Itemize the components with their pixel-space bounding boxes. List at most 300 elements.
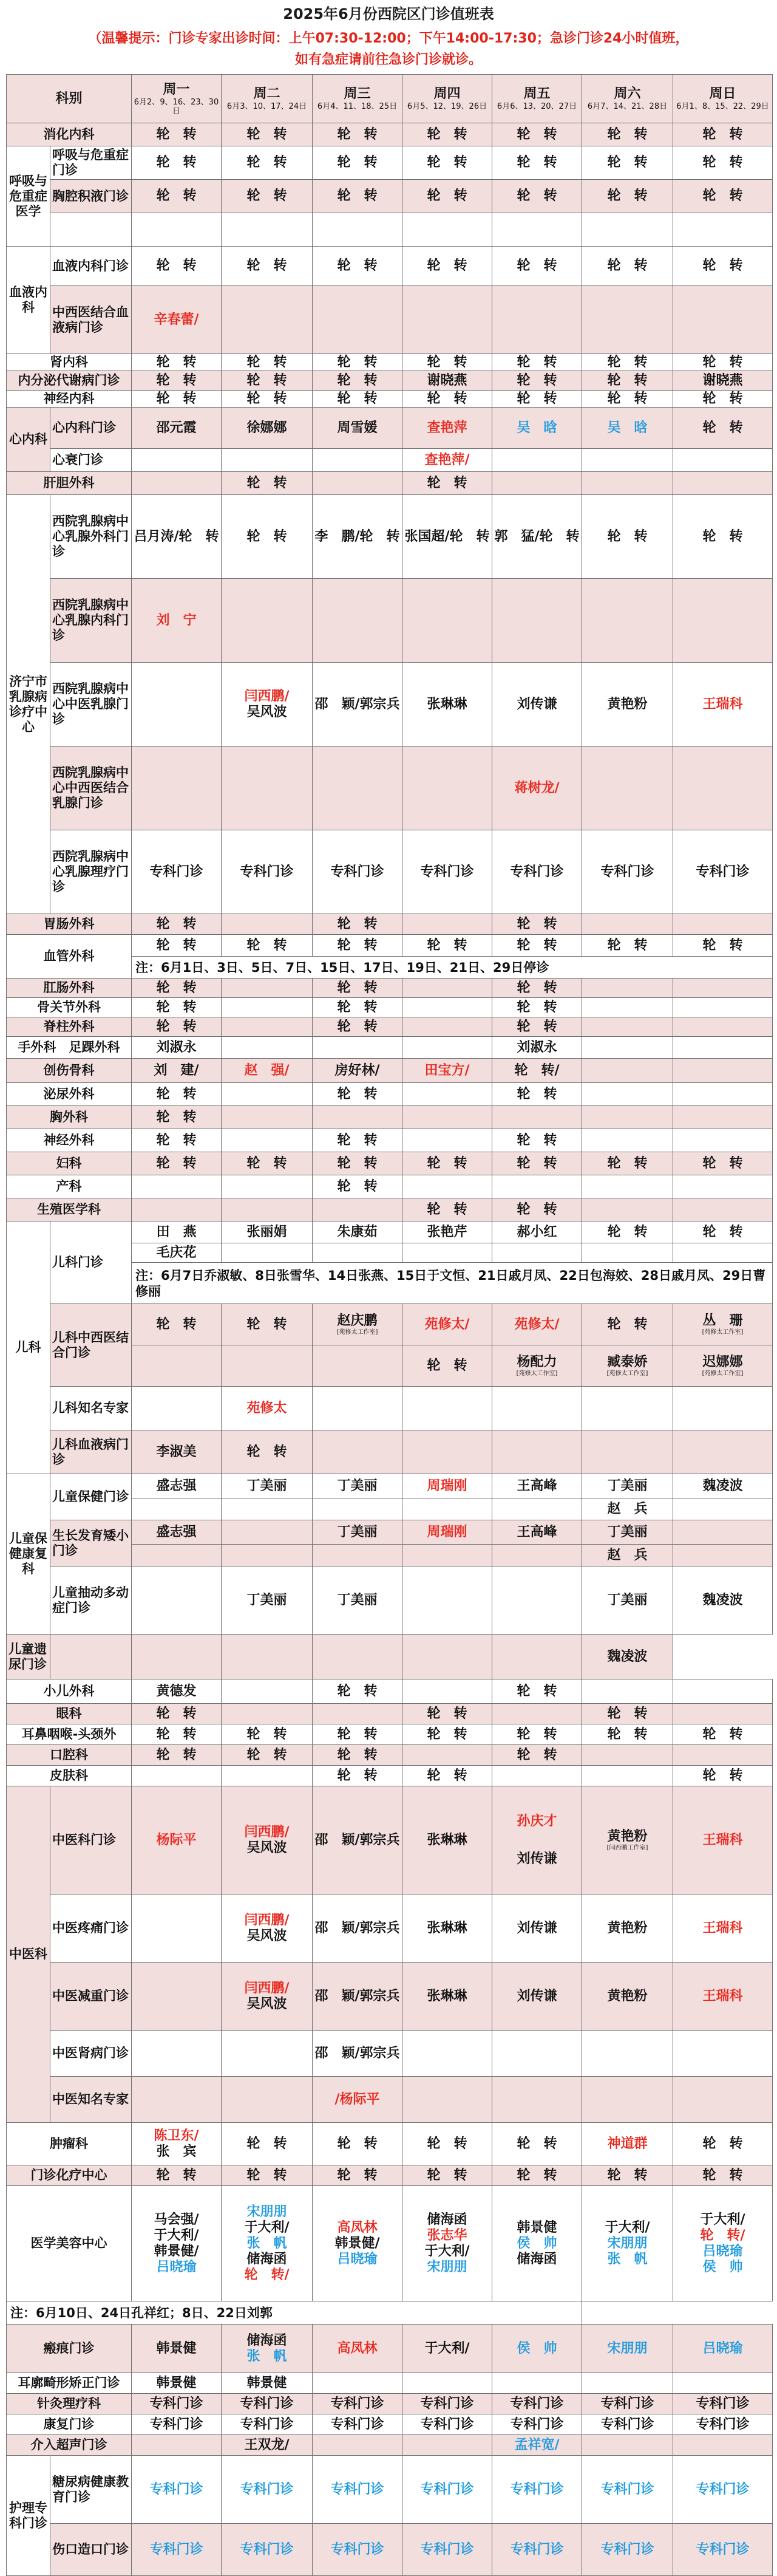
duty-name: 储海函 xyxy=(246,2251,287,2267)
day-header xyxy=(492,75,582,123)
duty-cell xyxy=(402,1037,492,1059)
duty-cell: 轮 转 xyxy=(673,495,773,579)
workshop-tag: [苑修太工作室] xyxy=(606,1370,648,1377)
department-cell: 手外科 足踝外科 xyxy=(7,1037,132,1059)
duty-cell: 轮 转 xyxy=(402,146,492,180)
roster-row xyxy=(7,1635,773,1679)
duty-cell xyxy=(673,746,773,830)
duty-cell: 轮 转 xyxy=(222,472,313,495)
duty-cell: 专科门诊 xyxy=(673,2414,773,2435)
duty-cell: 轮 转 xyxy=(492,354,582,371)
duty-cell xyxy=(673,1304,773,1345)
duty-cell xyxy=(492,2077,582,2123)
weekday-label: 周六 xyxy=(614,86,641,101)
roster-row xyxy=(7,213,773,247)
duty-cell xyxy=(492,2373,582,2394)
duty-cell xyxy=(673,472,773,495)
duty-cell: 轮 转 xyxy=(313,1083,402,1106)
duty-cell xyxy=(402,1083,492,1106)
duty-name: 侯 帅 xyxy=(702,2259,743,2275)
roster-row xyxy=(7,146,773,180)
roster-row xyxy=(7,2435,773,2456)
duty-name: 于大利/ xyxy=(154,2227,199,2243)
duty-name: 吕晓瑜 xyxy=(337,2251,378,2267)
duty-name: 刘传谦 xyxy=(517,1851,557,1867)
duty-cell xyxy=(582,1243,673,1263)
date-list: 6月6、13、20、27日 xyxy=(497,102,577,111)
duty-cell xyxy=(582,408,673,449)
note-cell: 注：6月1日、3日、5日、7日、15日、17日、19日、21日、29日停诊 xyxy=(132,957,773,979)
duty-cell: 轮 转 xyxy=(222,1430,313,1474)
roster-row xyxy=(7,1198,773,1221)
duty-cell: 专科门诊 xyxy=(673,2394,773,2414)
duty-cell xyxy=(492,213,582,247)
duty-cell: 轮 转 xyxy=(402,935,492,957)
department-cell: 脊柱外科 xyxy=(7,1017,132,1037)
duty-cell: 专科门诊 xyxy=(492,2414,582,2435)
duty-cell: 轮 转 xyxy=(582,1704,673,1724)
duty-cell: 轮 转 xyxy=(132,914,222,935)
duty-cell: 刘传谦 xyxy=(492,1963,582,2031)
duty-cell: 轮 转 xyxy=(582,2165,673,2186)
duty-cell xyxy=(582,1786,673,1894)
duty-cell xyxy=(132,213,222,247)
duty-name: 宋朋朋 xyxy=(246,2204,287,2219)
duty-name: 侯 帅 xyxy=(517,2340,557,2356)
duty-name: 苑修太/ xyxy=(424,1316,470,1332)
duty-cell xyxy=(582,1679,673,1704)
duty-cell: 丁美丽 xyxy=(222,1566,313,1635)
duty-cell xyxy=(222,998,313,1017)
day-header xyxy=(582,75,673,123)
duty-cell xyxy=(673,1387,773,1430)
duty-name: 查艳萍 xyxy=(427,420,467,436)
duty-cell xyxy=(673,2435,773,2456)
duty-cell: 轮 转 xyxy=(313,1175,402,1198)
duty-name: 孟祥宽/ xyxy=(514,2437,560,2453)
department-cell: 消化内科 xyxy=(7,123,132,146)
duty-cell xyxy=(222,1106,313,1129)
category-cell: 儿科 xyxy=(7,1221,50,1474)
duty-name: 专科门诊 xyxy=(330,2481,384,2497)
duty-name: 专科门诊 xyxy=(420,2541,474,2557)
duty-cell: 轮 转/ xyxy=(492,1059,582,1083)
roster-row xyxy=(7,1059,773,1083)
duty-cell: 盛志强 xyxy=(132,1520,222,1545)
duty-name: 吕晓瑜 xyxy=(702,2243,743,2259)
notice-line-1: （温馨提示：门诊专家出诊时间：上午07:30-12:00；下午14:00-17:30；急诊门诊24小时值班， xyxy=(88,31,689,46)
duty-cell: 专科门诊 xyxy=(582,2414,673,2435)
duty-cell xyxy=(222,1545,313,1566)
duty-cell xyxy=(673,1106,773,1129)
duty-cell xyxy=(313,2077,402,2123)
department-cell: 神经内科 xyxy=(7,391,132,408)
duty-cell xyxy=(582,1345,673,1387)
duty-cell: 郭 猛/轮 转 xyxy=(492,495,582,579)
roster-row xyxy=(7,579,773,663)
duty-cell xyxy=(582,213,673,247)
duty-cell: 轮 转 xyxy=(132,391,222,408)
duty-cell: 轮 转 xyxy=(582,1152,673,1175)
roster-row xyxy=(7,1894,773,1963)
duty-cell xyxy=(132,1175,222,1198)
roster-row xyxy=(7,1474,773,1498)
duty-cell: 轮 转 xyxy=(313,2123,402,2165)
duty-cell xyxy=(222,1704,313,1724)
duty-cell xyxy=(582,1106,673,1129)
duty-cell xyxy=(582,1387,673,1430)
duty-cell: 轮 转 xyxy=(402,1704,492,1724)
duty-cell: 邵 颖/郭宗兵 xyxy=(313,1786,402,1894)
duty-cell xyxy=(673,1345,773,1387)
roster-row xyxy=(7,2414,773,2435)
duty-cell xyxy=(132,1766,222,1786)
duty-cell xyxy=(402,2456,492,2524)
duty-cell xyxy=(222,1679,313,1704)
duty-cell: 刘淑永 xyxy=(492,1037,582,1059)
department-cell: 眼科 xyxy=(7,1704,132,1724)
duty-cell: 轮 转 xyxy=(313,354,402,371)
workshop-tag: [苑修太工作室] xyxy=(702,1329,744,1336)
duty-cell: 轮 转 xyxy=(492,979,582,998)
department-cell: 血管外科 xyxy=(7,935,132,979)
duty-cell xyxy=(222,1894,313,1963)
duty-cell xyxy=(582,746,673,830)
roster-row xyxy=(7,2373,773,2394)
duty-cell: 轮 转 xyxy=(402,354,492,371)
duty-name: 专科门诊 xyxy=(330,2541,384,2557)
duty-cell: 轮 转 xyxy=(313,1745,402,1766)
page-title: 2025年6月份西院区门诊值班表 xyxy=(283,5,494,22)
department-cell: 产科 xyxy=(7,1175,132,1198)
department-cell: 创伤骨科 xyxy=(7,1059,132,1083)
duty-cell xyxy=(673,998,773,1017)
department-cell: 中医减重门诊 xyxy=(50,1963,132,2031)
duty-cell: 轮 转 xyxy=(673,1221,773,1243)
duty-cell: 房好林/ xyxy=(313,1059,402,1083)
department-cell: 西院乳腺病中心乳腺外科门诊 xyxy=(50,495,132,579)
duty-cell xyxy=(402,1430,492,1474)
duty-cell xyxy=(492,746,582,830)
duty-cell: 轮 转 xyxy=(132,1083,222,1106)
duty-cell: 韩景健 xyxy=(132,2373,222,2394)
duty-cell xyxy=(492,1498,582,1520)
duty-cell xyxy=(313,1387,402,1430)
department-cell: 中医疼痛门诊 xyxy=(50,1894,132,1963)
duty-name: 臧泰娇 xyxy=(607,1355,648,1370)
duty-cell: 轮 转 xyxy=(313,1679,402,1704)
duty-cell xyxy=(313,746,402,830)
duty-cell: 轮 转 xyxy=(673,123,773,146)
duty-name: 韩景健/ xyxy=(334,2235,380,2251)
duty-name: 于大利/ xyxy=(700,2212,745,2227)
day-header xyxy=(313,75,402,123)
duty-cell: 韩景健 xyxy=(132,2325,222,2373)
roster-row xyxy=(7,2165,773,2186)
department-cell: 耳鼻咽喉-头颈外 xyxy=(7,1724,132,1745)
duty-cell: 轮 转 xyxy=(313,371,402,391)
duty-cell: 轮 转 xyxy=(132,1724,222,1745)
duty-cell: 轮 转 xyxy=(402,123,492,146)
duty-cell xyxy=(222,286,313,354)
duty-cell: 轮 转 xyxy=(492,1083,582,1106)
duty-cell xyxy=(132,2435,222,2456)
duty-cell xyxy=(673,1198,773,1221)
department-cell: 中西医结合血液病门诊 xyxy=(50,286,132,354)
duty-cell xyxy=(582,914,673,935)
duty-cell xyxy=(402,746,492,830)
duty-cell: 邵 颖/郭宗兵 xyxy=(313,663,402,746)
duty-cell: 王双龙/ xyxy=(222,2435,313,2456)
department-cell: 儿科门诊 xyxy=(50,1221,132,1304)
duty-cell xyxy=(222,1243,313,1263)
duty-cell: 轮 转 xyxy=(492,998,582,1017)
duty-cell: 徐娜娜 xyxy=(222,408,313,449)
duty-cell xyxy=(582,1037,673,1059)
duty-cell xyxy=(492,1704,582,1724)
duty-cell xyxy=(673,663,773,746)
department-cell: 伤口造口门诊 xyxy=(50,2524,132,2576)
duty-cell xyxy=(132,2031,222,2077)
duty-cell: 专科门诊 xyxy=(222,2414,313,2435)
duty-cell xyxy=(222,914,313,935)
duty-name: /杨际平 xyxy=(334,2091,380,2107)
duty-cell xyxy=(132,472,222,495)
duty-cell xyxy=(402,1474,492,1498)
roster-row xyxy=(7,1704,773,1724)
duty-cell xyxy=(673,1430,773,1474)
duty-cell xyxy=(492,2325,582,2373)
duty-cell xyxy=(313,1498,402,1520)
duty-cell xyxy=(132,1198,222,1221)
duty-cell: 轮 转 xyxy=(222,1152,313,1175)
duty-cell: 丁美丽 xyxy=(582,1566,673,1635)
duty-name: 吴 晗 xyxy=(517,420,557,436)
duty-cell xyxy=(673,1745,773,1766)
duty-cell: 轮 转 xyxy=(582,371,673,391)
duty-cell xyxy=(132,1635,222,1679)
day-header xyxy=(222,75,313,123)
duty-cell xyxy=(673,449,773,472)
duty-cell xyxy=(313,2456,402,2524)
duty-name: 吴风波 xyxy=(246,1928,287,1944)
duty-name: 赵庆鹏 xyxy=(337,1313,378,1328)
duty-cell: 轮 转 xyxy=(313,1129,402,1152)
duty-name: 闫西鹏/ xyxy=(244,1824,290,1840)
department-cell: 呼吸与危重症门诊 xyxy=(50,146,132,180)
duty-cell xyxy=(582,1083,673,1106)
roster-row xyxy=(7,1304,773,1345)
duty-cell: 轮 转 xyxy=(132,1106,222,1129)
duty-cell xyxy=(222,1129,313,1152)
duty-cell xyxy=(222,2325,313,2373)
duty-name: 专科门诊 xyxy=(696,2481,750,2497)
duty-name: 张 帆 xyxy=(607,2251,648,2267)
duty-cell xyxy=(492,2186,582,2301)
duty-cell: 丁美丽 xyxy=(313,1520,402,1545)
duty-cell xyxy=(222,979,313,998)
note-cell: 注：6月7日乔淑敏、8日张雪华、14日张燕、15日于文恒、21日戚月凤、22日包海姣、28日戚月凤、29日曹修丽 xyxy=(132,1263,773,1304)
duty-cell xyxy=(132,1387,222,1430)
duty-cell: 轮 转 xyxy=(582,123,673,146)
duty-cell: 邵 颖/郭宗兵 xyxy=(313,2031,402,2077)
duty-cell xyxy=(402,2186,492,2301)
duty-cell xyxy=(492,1566,582,1635)
duty-cell xyxy=(313,2435,402,2456)
notice-line-2: 如有急症请前往急诊门诊就诊。 xyxy=(294,52,482,67)
duty-cell: 轮 转 xyxy=(132,935,222,957)
duty-cell: 轮 转 xyxy=(222,2123,313,2165)
department-cell: 心内科门诊 xyxy=(50,408,132,449)
duty-cell: 轮 转 xyxy=(313,2165,402,2186)
duty-cell xyxy=(222,1175,313,1198)
duty-cell xyxy=(313,1704,402,1724)
category-cell: 中医科 xyxy=(7,1786,50,2123)
duty-cell xyxy=(132,1963,222,2031)
roster-row xyxy=(7,1221,773,1243)
duty-cell xyxy=(132,1345,222,1387)
duty-cell: 轮 转 xyxy=(492,391,582,408)
duty-cell: 专科门诊 xyxy=(313,2414,402,2435)
duty-cell xyxy=(313,1545,402,1566)
department-cell: 西院乳腺病中心中医乳腺门诊 xyxy=(50,663,132,746)
duty-cell: 赵 兵 xyxy=(582,1498,673,1520)
duty-cell xyxy=(673,1129,773,1152)
duty-cell: 邵元霞 xyxy=(132,408,222,449)
duty-cell: 黄艳粉 xyxy=(582,663,673,746)
duty-cell xyxy=(132,1894,222,1963)
department-cell: 胸外科 xyxy=(7,1106,132,1129)
department-cell: 儿科血液病门诊 xyxy=(50,1430,132,1474)
date-list: 6月2、9、16、23、30日 xyxy=(134,97,219,116)
duty-cell: 黄艳粉 xyxy=(582,1894,673,1963)
duty-cell: 轮 转 xyxy=(222,146,313,180)
duty-name: 苑修太 xyxy=(246,1400,287,1416)
duty-cell: 丁美丽 xyxy=(313,1474,402,1498)
duty-cell xyxy=(492,1430,582,1474)
duty-cell: 轮 转 xyxy=(582,1724,673,1745)
duty-cell xyxy=(222,1017,313,1037)
duty-cell: 赵 兵 xyxy=(582,1545,673,1566)
duty-cell: 魏凌波 xyxy=(673,1566,773,1635)
workshop-tag: [苑修太工作室] xyxy=(702,1370,744,1377)
date-list: 6月4、11、18、25日 xyxy=(317,102,398,111)
department-cell: 小儿外科 xyxy=(7,1679,132,1704)
duty-cell xyxy=(402,579,492,663)
duty-cell xyxy=(492,1243,582,1263)
header-row xyxy=(7,75,773,123)
duty-cell: 轮 转 xyxy=(402,180,492,213)
duty-cell xyxy=(132,1786,222,1894)
roster-body xyxy=(7,75,773,2576)
duty-cell: 轮 转 xyxy=(132,354,222,371)
department-cell: 胸腔积液门诊 xyxy=(50,180,132,213)
duty-name: 于大利/ xyxy=(424,2243,470,2259)
duty-cell: 轮 转 xyxy=(132,371,222,391)
duty-cell: 邵 颖/郭宗兵 xyxy=(313,1894,402,1963)
duty-cell: 轮 转 xyxy=(313,1152,402,1175)
roster-row xyxy=(7,2031,773,2077)
duty-cell: 轮 转 xyxy=(222,1724,313,1745)
duty-cell: 轮 转 xyxy=(492,2123,582,2165)
duty-cell xyxy=(492,579,582,663)
day-header xyxy=(402,75,492,123)
duty-cell xyxy=(673,979,773,998)
duty-name: 马会强/ xyxy=(154,2212,199,2227)
duty-cell: 丁美丽 xyxy=(313,1566,402,1635)
note-cell: 注：6月10日、24日孔祥红；8日、22日刘郭 xyxy=(7,2301,582,2325)
duty-cell xyxy=(402,998,492,1017)
duty-cell xyxy=(402,2373,492,2394)
duty-cell: 专科门诊 xyxy=(222,2394,313,2414)
duty-cell: 轮 转 xyxy=(492,1129,582,1152)
duty-cell: 李 鹏/轮 转 xyxy=(313,495,402,579)
duty-cell: 丁美丽 xyxy=(582,1474,673,1498)
roster-row xyxy=(7,1152,773,1175)
duty-cell xyxy=(582,1430,673,1474)
duty-name: 赵 强/ xyxy=(244,1062,290,1078)
duty-cell xyxy=(492,1345,582,1387)
duty-cell xyxy=(582,1198,673,1221)
duty-cell xyxy=(402,1566,492,1635)
duty-cell xyxy=(222,1786,313,1894)
category-cell: 护理专科门诊 xyxy=(7,2456,50,2576)
weekday-label: 周二 xyxy=(253,86,280,101)
duty-cell xyxy=(313,449,402,472)
duty-cell: 轮 转 xyxy=(313,935,402,957)
duty-cell xyxy=(313,1345,402,1387)
category-cell: 血液内科 xyxy=(7,247,50,354)
department-cell: 泌尿外科 xyxy=(7,1083,132,1106)
duty-cell xyxy=(673,2373,773,2394)
duty-cell xyxy=(222,2456,313,2524)
duty-cell: 轮 转 xyxy=(673,354,773,371)
duty-cell: 张琳琳 xyxy=(402,663,492,746)
duty-cell xyxy=(492,1304,582,1345)
duty-cell xyxy=(582,2123,673,2165)
duty-name: 苑修太/ xyxy=(514,1316,560,1332)
duty-cell: 轮 转 xyxy=(582,935,673,957)
department-cell: 中医知名专家 xyxy=(50,2077,132,2123)
duty-cell xyxy=(402,2435,492,2456)
duty-cell: 黄德发 xyxy=(132,1679,222,1704)
duty-cell: 魏凌波 xyxy=(582,1635,673,1679)
duty-cell: 轮 转 xyxy=(673,408,773,449)
roster-row xyxy=(7,2325,773,2373)
duty-name: 专科门诊 xyxy=(600,2481,654,2497)
department-cell: 儿科中西医结合门诊 xyxy=(50,1304,132,1387)
duty-name: 轮 转/ xyxy=(700,2227,745,2243)
duty-cell xyxy=(673,1963,773,2031)
duty-name: 侯 帅 xyxy=(517,2235,557,2251)
duty-cell: 轮 转 xyxy=(132,247,222,286)
duty-cell: 轮 转 xyxy=(673,2123,773,2165)
duty-cell: 轮 转 xyxy=(132,2165,222,2186)
duty-cell: 轮 转 xyxy=(313,998,402,1017)
roster-row xyxy=(7,286,773,354)
weekday-label: 周五 xyxy=(523,86,551,101)
duty-cell xyxy=(582,2524,673,2576)
duty-cell: 轮 转 xyxy=(492,1152,582,1175)
duty-name: 吴风波 xyxy=(246,704,287,720)
roster-row xyxy=(7,1083,773,1106)
duty-cell: 轮 转 xyxy=(313,123,402,146)
duty-cell xyxy=(132,1498,222,1520)
duty-name: 蒋树龙/ xyxy=(514,780,560,796)
duty-cell xyxy=(132,579,222,663)
category-cell: 儿童保健康复科 xyxy=(7,1474,50,1635)
duty-cell: 轮 转 xyxy=(673,1766,773,1786)
